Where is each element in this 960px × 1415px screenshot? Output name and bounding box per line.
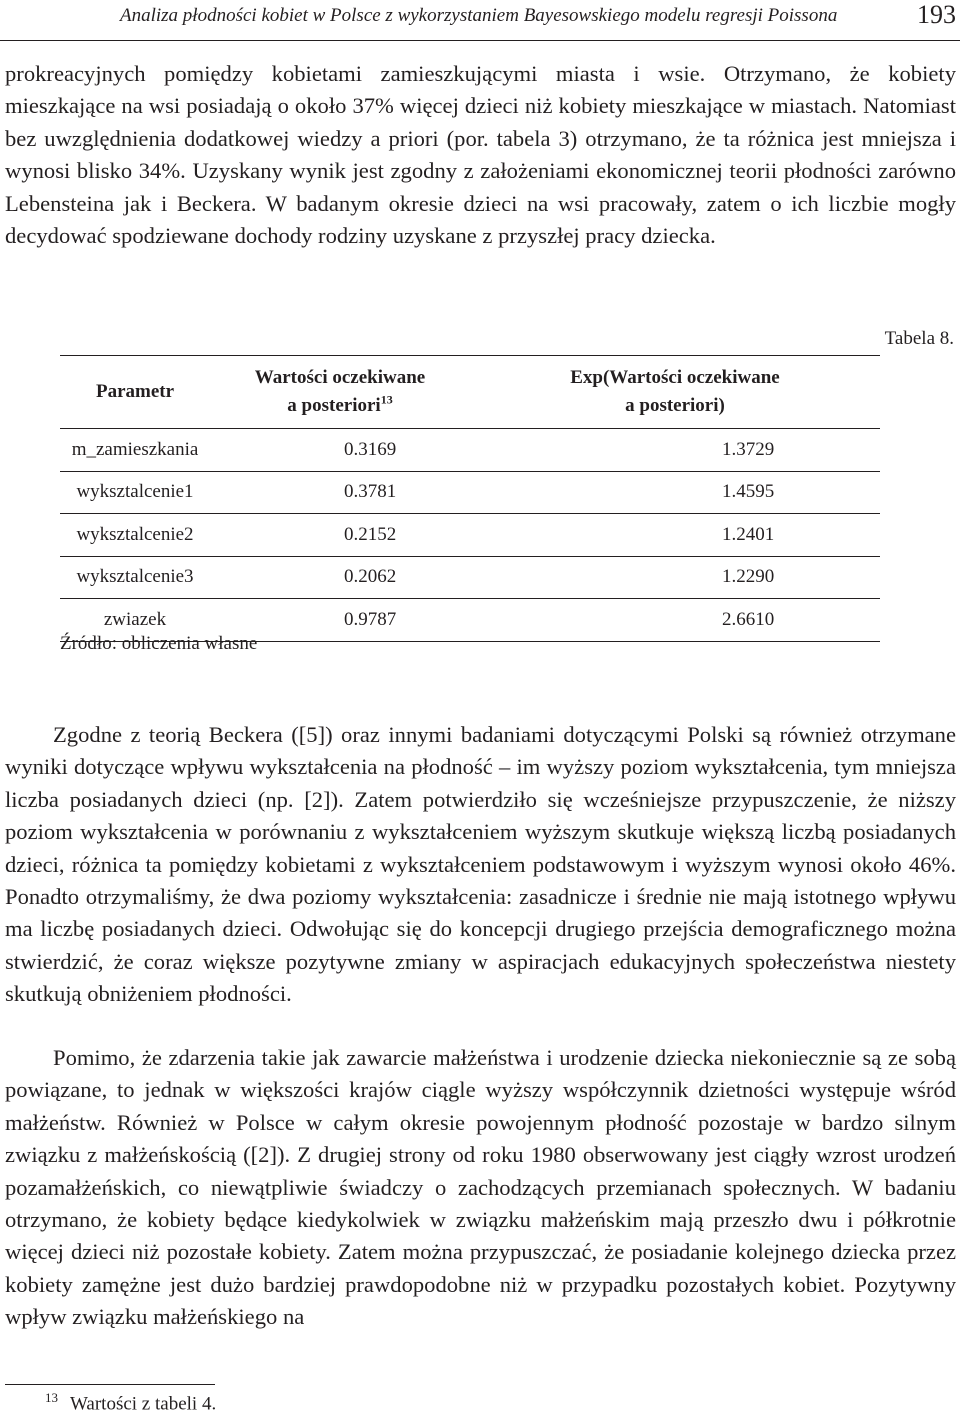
cell-exp: 1.4595 bbox=[470, 471, 880, 514]
running-title: Analiza płodności kobiet w Polsce z wykorzystaniem Bayesowskiego modelu regresji Poissona bbox=[120, 5, 838, 26]
table-row bbox=[60, 514, 880, 557]
cell-parametr: wyksztalcenie1 bbox=[60, 471, 210, 514]
table-row bbox=[60, 556, 880, 599]
footnote-ref[interactable]: 13 bbox=[380, 392, 393, 407]
paragraph-2: Zgodne z teorią Beckera ([5]) oraz innymi badaniami dotyczącymi Polski są również otrzymane wyniki dotyczące wpływu wykształcenia na płodność – im wyższy poziom wykształcenia, tym mniejsza liczba posiadanych dzieci (np. [2]). Zatem potwierdziło się wcześniejsze przypuszczenie, że niższy poziom wykształcenia w porównaniu z wykształceniem wyższym skutkuje większą liczbą posiadanych dzieci, różnica ta pomiędzy kobietami z wykształceniem podstawowym i wyższym wynosi około 46%. Ponadto otrzymaliśmy, że dwa poziomy wykształcenia: zasadnicze i średnie nie mają istotnego wpływu ma liczbę posiadanych dzieci. Odwołując się do koncepcji drugiego przejścia demograficznego można stwierdzić, że coraz większe pozytywne zmiany w aspiracjach edukacyjnych społeczeństwa niestety skutkują obniżeniem płodności. bbox=[5, 722, 956, 1007]
cell-wartosc: 0.9787 bbox=[210, 599, 470, 642]
cell-wartosc: 0.2152 bbox=[210, 514, 470, 557]
header-parametr bbox=[60, 356, 210, 429]
cell-wartosc: 0.3781 bbox=[210, 471, 470, 514]
header-wartosci-line1: Wartości oczekiwane bbox=[254, 367, 426, 388]
footnote-text: Wartości z tabeli 4. bbox=[70, 1393, 217, 1415]
header-exp bbox=[470, 356, 880, 429]
footnote-mark: 13 bbox=[45, 1390, 58, 1405]
cell-exp: 1.2401 bbox=[470, 514, 880, 557]
cell-parametr: m_zamieszkania bbox=[60, 429, 210, 472]
cell-exp: 2.6610 bbox=[470, 599, 880, 642]
cell-exp: 1.2290 bbox=[470, 556, 880, 599]
header-exp-line2: a posteriori) bbox=[625, 395, 725, 416]
cell-parametr: wyksztalcenie2 bbox=[60, 514, 210, 557]
footnote-divider bbox=[5, 1384, 215, 1385]
table-source-note: Źródło: obliczenia własne bbox=[60, 633, 258, 654]
table-caption: Tabela 8. bbox=[884, 328, 954, 349]
paragraph-1: prokreacyjnych pomiędzy kobietami zamieszkującymi miasta i wsie. Otrzymano, że kobiety mieszkające na wsi posiadają o około 37% więcej dzieci niż kobiety mieszkające w miastach. Natomiast bez uwzględnienia dodatkowej wiedzy a priori (por. tabela 3) otrzymano, że ta różnica jest mniejsza i wynosi blisko 34%. Uzyskany wynik jest zgodny z założeniami ekonomicznej teorii płodności zarówno Lebensteina jak i Beckera. W badanym okresie dzieci na wsi pracowały, zatem o ich liczbie mogły decydować spodziewane dochody rodziny uzyskane z przyszłej pracy dziecka. bbox=[5, 61, 956, 249]
table-header-row bbox=[60, 356, 880, 429]
running-header bbox=[0, 0, 960, 41]
header-exp-line1: Exp(Wartości oczekiwane bbox=[570, 367, 780, 388]
results-table bbox=[60, 355, 880, 642]
cell-wartosc: 0.2062 bbox=[210, 556, 470, 599]
header-parametr-label: Parametr bbox=[95, 381, 175, 402]
cell-parametr: zwiazek bbox=[60, 599, 210, 642]
cell-exp: 1.3729 bbox=[470, 429, 880, 472]
page-number: 193 bbox=[917, 0, 956, 29]
cell-parametr: wyksztalcenie3 bbox=[60, 556, 210, 599]
header-wartosci-line2: a posteriori bbox=[287, 395, 381, 416]
footnote bbox=[45, 1390, 216, 1415]
header-wartosci bbox=[210, 356, 470, 429]
table-row bbox=[60, 429, 880, 472]
table-row bbox=[60, 471, 880, 514]
cell-wartosc: 0.3169 bbox=[210, 429, 470, 472]
paragraph-3: Pomimo, że zdarzenia takie jak zawarcie małżeństwa i urodzenie dziecka niekoniecznie są ze sobą powiązane, to jednak w większości krajów ciągle wyższy współczynnik dzietności występuje wśród małżeństw. Również w Polsce w całym okresie powojennym płodność pozostaje w bardzo silnym związku z małżeńskością ([2]). Z drugiej strony od roku 1980 obserwowany jest ciągły wzrost urodzeń pozamałżeńskich, co niewątpliwie świadczy o zachodzących przemianach społecznych. W badaniu otrzymano, że kobiety będące kiedykolwiek w związku małżeńskim mają przeszło dwu i półkrotnie więcej dzieci niż pozostałe kobiety. Zatem można przypuszczać, że posiadanie kolejnego dziecka przez kobiety zamężne jest dużo bardziej prawdopodobne niż w przypadku pozostałych kobiet. Pozytywny wpływ związku małżeńskiego na bbox=[5, 1045, 956, 1330]
